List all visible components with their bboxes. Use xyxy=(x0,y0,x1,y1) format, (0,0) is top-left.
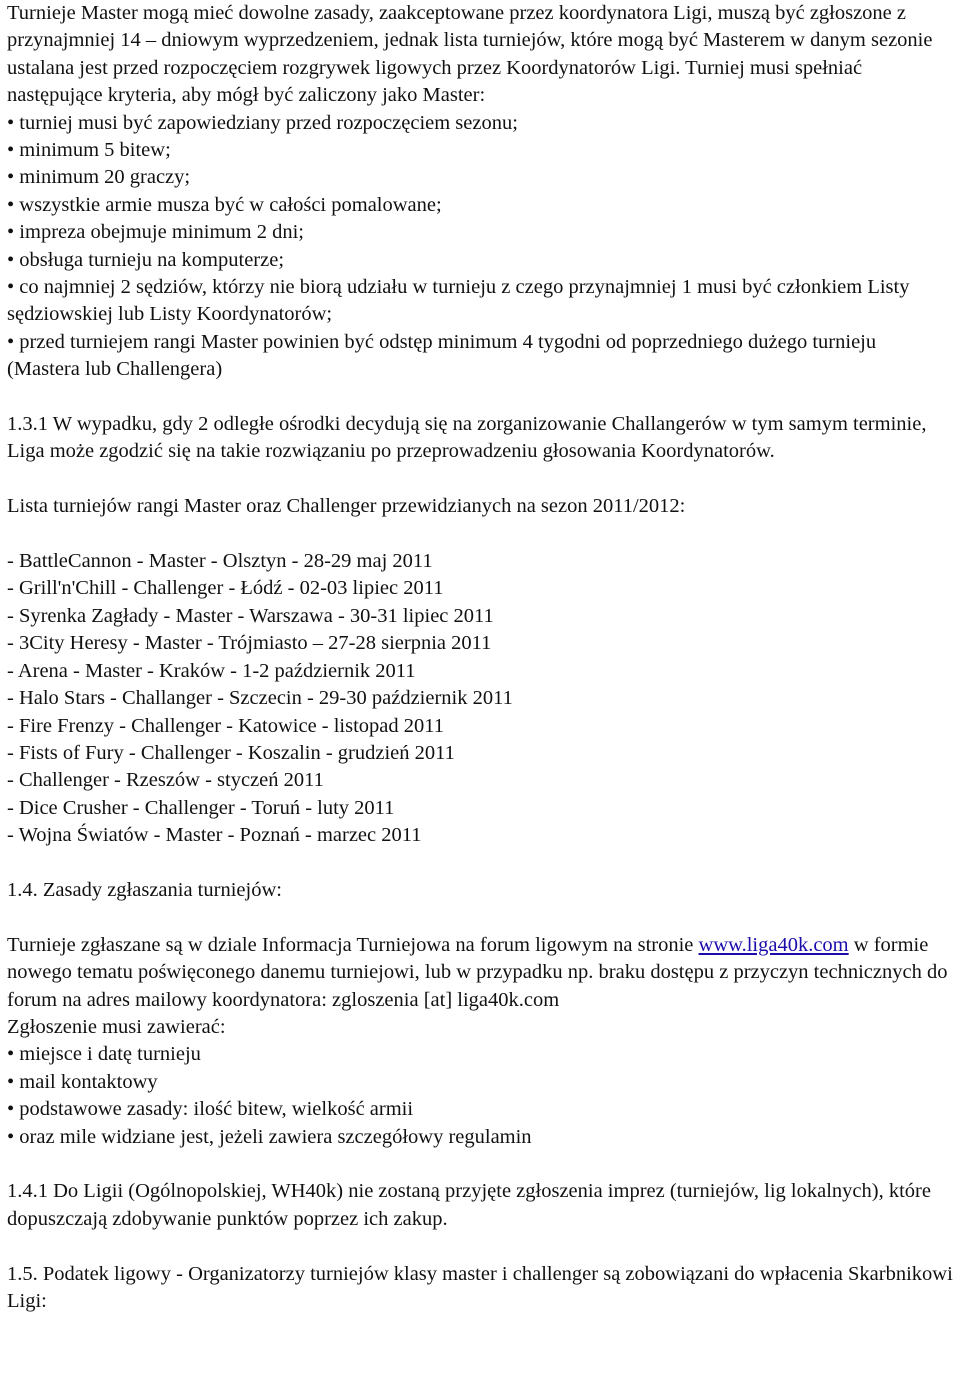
list-item: - Grill'n'Chill - Challenger - Łódź - 02-03 lipiec 2011 xyxy=(7,577,444,600)
list-item: • minimum 5 bitew; xyxy=(7,139,171,162)
list-item: • turniej musi być zapowiedziany przed rozpoczęciem sezonu; xyxy=(7,111,518,134)
list-item: • wszystkie armie musza być w całości pomalowane; xyxy=(7,193,442,216)
section-1-4-heading: 1.4. Zasady zgłaszania turniejów: xyxy=(7,878,282,901)
list-item: • obsługa turnieju na komputerze; xyxy=(7,248,285,271)
section-1-4-1-paragraph: 1.4.1 Do Ligii (Ogólnopolskiej, WH40k) nie zostaną przyjęte zgłoszenia imprez (turniejów, lig lokalnych), które dopuszczają zdobywanie punktów poprzez ich zakup. xyxy=(7,1180,931,1230)
spacer xyxy=(7,904,954,931)
spacer xyxy=(7,466,954,493)
list-item: - Dice Crusher - Challenger - Toruń - luty 2011 xyxy=(7,796,395,819)
submission-paragraph xyxy=(7,932,954,1014)
list-item: • mail kontaktowy xyxy=(7,1070,158,1093)
list-item: • impreza obejmuje minimum 2 dni; xyxy=(7,221,304,244)
submission-must-contain: Zgłoszenie musi zawierać: xyxy=(7,1015,226,1038)
spacer xyxy=(7,384,954,411)
list-item: - Challenger - Rzeszów - styczeń 2011 xyxy=(7,769,324,792)
list-item: • podstawowe zasady: ilość bitew, wielkość armii xyxy=(7,1098,414,1121)
list-item: - Fists of Fury - Challenger - Koszalin - grudzień 2011 xyxy=(7,741,455,764)
submission-requirements-list xyxy=(7,1041,954,1151)
submission-text-before-link: Turnieje zgłaszane są w dziale Informacja Turniejowa na forum ligowym na stronie xyxy=(7,933,699,956)
list-item: • minimum 20 graczy; xyxy=(7,166,191,189)
list-item: - Halo Stars - Challanger - Szczecin - 29-30 październik 2011 xyxy=(7,687,513,710)
section-1-5-paragraph: 1.5. Podatek ligowy - Organizatorzy turniejów klasy master i challenger są zobowiązani do wpłacenia Skarbnikowi Ligi: xyxy=(7,1262,953,1312)
list-item: - Syrenka Zagłady - Master - Warszawa - 30-31 lipiec 2011 xyxy=(7,604,494,627)
spacer xyxy=(7,1233,954,1260)
list-item: • miejsce i datę turnieju xyxy=(7,1043,201,1066)
master-criteria-list xyxy=(7,110,954,384)
spacer xyxy=(7,1151,954,1178)
list-item: - Wojna Światów - Master - Poznań - marzec 2011 xyxy=(7,824,422,847)
list-item: - Arena - Master - Kraków - 1-2 październik 2011 xyxy=(7,659,416,682)
tournament-schedule-list xyxy=(7,548,954,849)
list-item: • co najmniej 2 sędziów, którzy nie biorą udziału w turnieju z czego przynajmniej 1 musi być członkiem Listy sędziowskiej lub Listy Koordynatorów; xyxy=(7,276,910,326)
schedule-heading: Lista turniejów rangi Master oraz Challenger przewidzianych na sezon 2011/2012: xyxy=(7,495,686,518)
submission-text-after-link: w formie nowego tematu poświęconego danemu turniejowi, lub w przypadku np. braku dostępu z przyczyn technicznych do forum na adres mailowy koordynatora: zgloszenia [at] liga40k.com xyxy=(7,933,948,1011)
list-item: - Fire Frenzy - Challenger - Katowice - listopad 2011 xyxy=(7,714,445,737)
list-item: - BattleCannon - Master - Olsztyn - 28-29 maj 2011 xyxy=(7,550,433,573)
list-item: • przed turniejem rangi Master powinien być odstęp minimum 4 tygodni od poprzedniego dużego turnieju (Mastera lub Challengera) xyxy=(7,330,877,381)
section-1-3-1-paragraph: 1.3.1 W wypadku, gdy 2 odległe ośrodki decydują się na zorganizowanie Challangerów w tym samym terminie, Liga może zgodzić się na takie rozwiązaniu po przeprowadzeniu głosowania Koordynatorów. xyxy=(7,413,927,463)
liga40k-link[interactable]: www.liga40k.com xyxy=(698,933,849,956)
spacer xyxy=(7,521,954,548)
spacer xyxy=(7,850,954,877)
list-item: • oraz mile widziane jest, jeżeli zawiera szczegółowy regulamin xyxy=(7,1125,532,1148)
list-item: - 3City Heresy - Master - Trójmiasto – 27-28 sierpnia 2011 xyxy=(7,632,492,655)
intro-paragraph: Turnieje Master mogą mieć dowolne zasady, zaakceptowane przez koordynatora Ligi, muszą być zgłoszone z przynajmniej 14 – dniowym wyprzedzeniem, jednak lista turniejów, które mogą być Masterem w danym sezonie ustalana jest przed rozpoczęciem rozgrywek ligowych przez Koordynatorów Ligi. Turniej musi spełniać następujące kryteria, aby mógł być zaliczony jako Master: xyxy=(7,2,933,107)
